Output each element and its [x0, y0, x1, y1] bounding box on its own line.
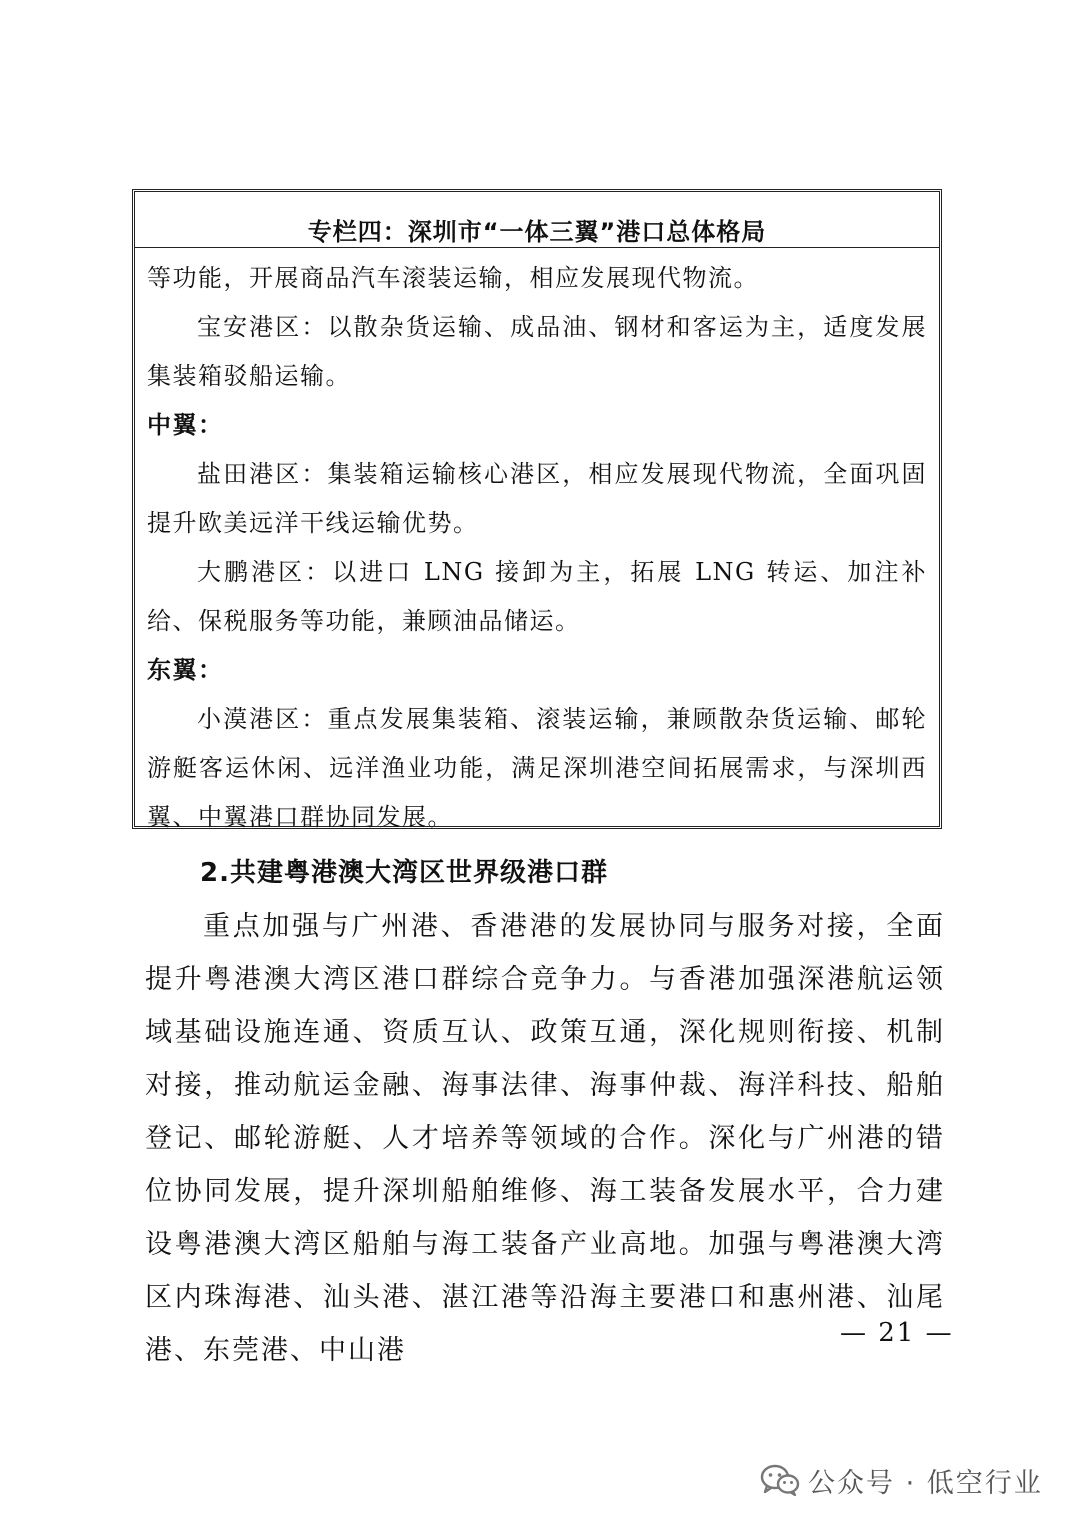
section-title: 2.共建粤港澳大湾区世界级港口群 [200, 858, 608, 888]
watermark [760, 1460, 1043, 1500]
box-paragraph-baoan: 宝安港区：以散杂货运输、成品油、钢材和客运为主，适度发展集装箱驳船运输。 [147, 313, 927, 390]
box-title: 专栏四：深圳市“一体三翼”港口总体格局 [307, 218, 767, 246]
section-body: 重点加强与广州港、香港港的发展协同与服务对接，全面提升粤港澳大湾区港口群综合竞争力。与香港加强深港航运领域基础设施连通、资质互认、政策互通，深化规则衔接、机制对接，推动航运金融、海事法律、海事仲裁、海洋科技、船舶登记、邮轮游艇、人才培养等领域的合作。深化与广州港的错位协同发展，提升深圳船舶维修、海工装备发展水平，合力建设粤港澳大湾区船舶与海工装备产业高地。加强与粤港澳大湾区内珠海港、汕头港、湛江港等沿海主要港口和惠州港、汕尾港、东莞港、中山港 [145, 911, 945, 1366]
box-paragraph-yantian: 盐田港区：集装箱运输核心港区，相应发展现代物流，全面巩固提升欧美远洋干线运输优势。 [147, 460, 927, 537]
box-heading-east-wing: 东翼： [147, 656, 224, 684]
box-paragraph-xiaomo: 小漠港区：重点发展集装箱、滚装运输，兼顾散杂货运输、邮轮游艇客运休闲、远洋渔业功能，满足深圳港空间拓展需求，与深圳西翼、中翼港口群协同发展。 [147, 705, 927, 831]
box-heading-middle-wing: 中翼： [147, 411, 224, 439]
box-paragraph-1: 等功能，开展商品汽车滚装运输，相应发展现代物流。 [147, 264, 759, 292]
wechat-icon [760, 1464, 800, 1496]
column-box [132, 189, 942, 829]
box-title-divider [135, 247, 939, 248]
page-number: — 21 — [840, 1318, 954, 1348]
box-body [147, 254, 927, 842]
box-paragraph-dapeng: 大鹏港区：以进口 LNG 接卸为主，拓展 LNG 转运、加注补给、保税服务等功能，兼顾油品储运。 [147, 558, 927, 635]
watermark-text: 公众号 · 低空行业 [808, 1467, 1043, 1499]
